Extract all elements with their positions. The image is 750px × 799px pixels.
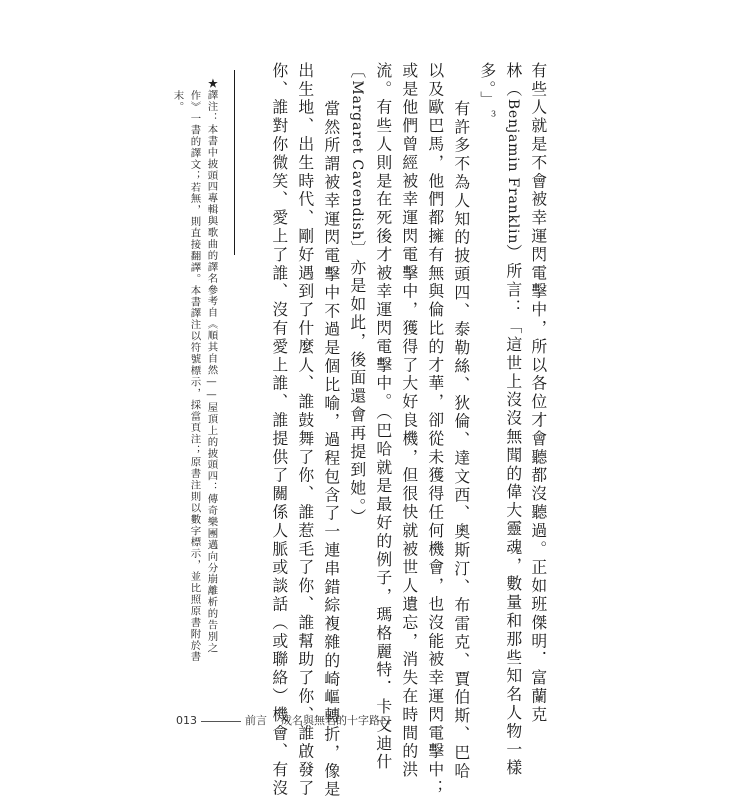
page-number: 013 — [176, 714, 197, 727]
body-column-11: 你、誰對你微笑、愛上了誰、沒有愛上誰、誰提供了關係人脈或談話（或聯絡）機會、有沒 — [269, 62, 289, 798]
page-footer — [176, 712, 391, 728]
section-label: 前言 — [245, 714, 267, 727]
latin-name: Margaret Cavendish — [348, 80, 365, 241]
body-column-1: 有些人就是不會被幸運閃電擊中，所以各位才會聽都沒聽過。正如班傑明．富蘭克 — [528, 62, 548, 725]
body-column-5: 以及歐巴馬，他們都擁有無與倫比的才華，卻從未獲得任何機會，也沒能被幸運閃電擊中； — [425, 62, 445, 798]
body-column-10: 出生地、出生時代、剛好遇到了什麼人、誰鼓舞了你、誰惹毛了你、誰幫助了你、誰啟發了 — [295, 62, 315, 798]
footer-dash — [201, 721, 241, 722]
footnote-divider — [234, 70, 235, 255]
text-segment: 林（ — [503, 62, 523, 99]
text-segment: 〕亦是如此，後面還會再提到她。） — [347, 240, 367, 527]
translator-note-line-1: ★譯注：本書中披頭四專輯與歌曲的譯名參考自《順其自然——屋頂上的披頭四：傳奇樂團邁向分崩離析的告別之 — [205, 78, 218, 654]
body-column-9: 當然所謂被幸運閃電擊中不過是個比喻，過程包含了一連串錯綜複雜的崎嶇轉折，像是 — [321, 100, 341, 799]
latin-name: Benjamin Franklin — [504, 98, 521, 245]
translator-note-line-3: 末。 — [171, 90, 184, 113]
body-column-3 — [479, 62, 497, 121]
text-segment: ）所言：「這世上沒沒無聞的偉大靈魂，數量和那些知名人物一樣 — [503, 244, 523, 778]
body-column-8 — [349, 62, 365, 527]
translator-note-line-2: 作》一書的譯文；若無，則直接翻譯。本書譯注以符號標示，採當頁注；原書注則以數字標示，並比照原書附於書 — [188, 90, 201, 663]
body-column-7: 流。有些人則是在死後才被幸運閃電擊中。（巴哈就是最好的例子，瑪格麗特．卡文迪什 — [373, 62, 393, 772]
endnote-reference[interactable]: 3 — [489, 109, 499, 121]
body-column-6: 或是他們曾經被幸運閃電擊中，獲得了大好良機，但很快就被世人遺忘，消失在時間的洪 — [399, 62, 419, 780]
chapter-title: 成名與無名的十字路口 — [281, 714, 391, 727]
body-column-4: 有許多不為人知的披頭四、泰勒絲、狄倫、達文西、奧斯汀、布雷克、賈伯斯、巴哈 — [451, 100, 471, 781]
body-column-2 — [505, 62, 521, 778]
text-segment: 〔 — [347, 62, 367, 81]
text-segment: 多。」 — [477, 62, 497, 110]
